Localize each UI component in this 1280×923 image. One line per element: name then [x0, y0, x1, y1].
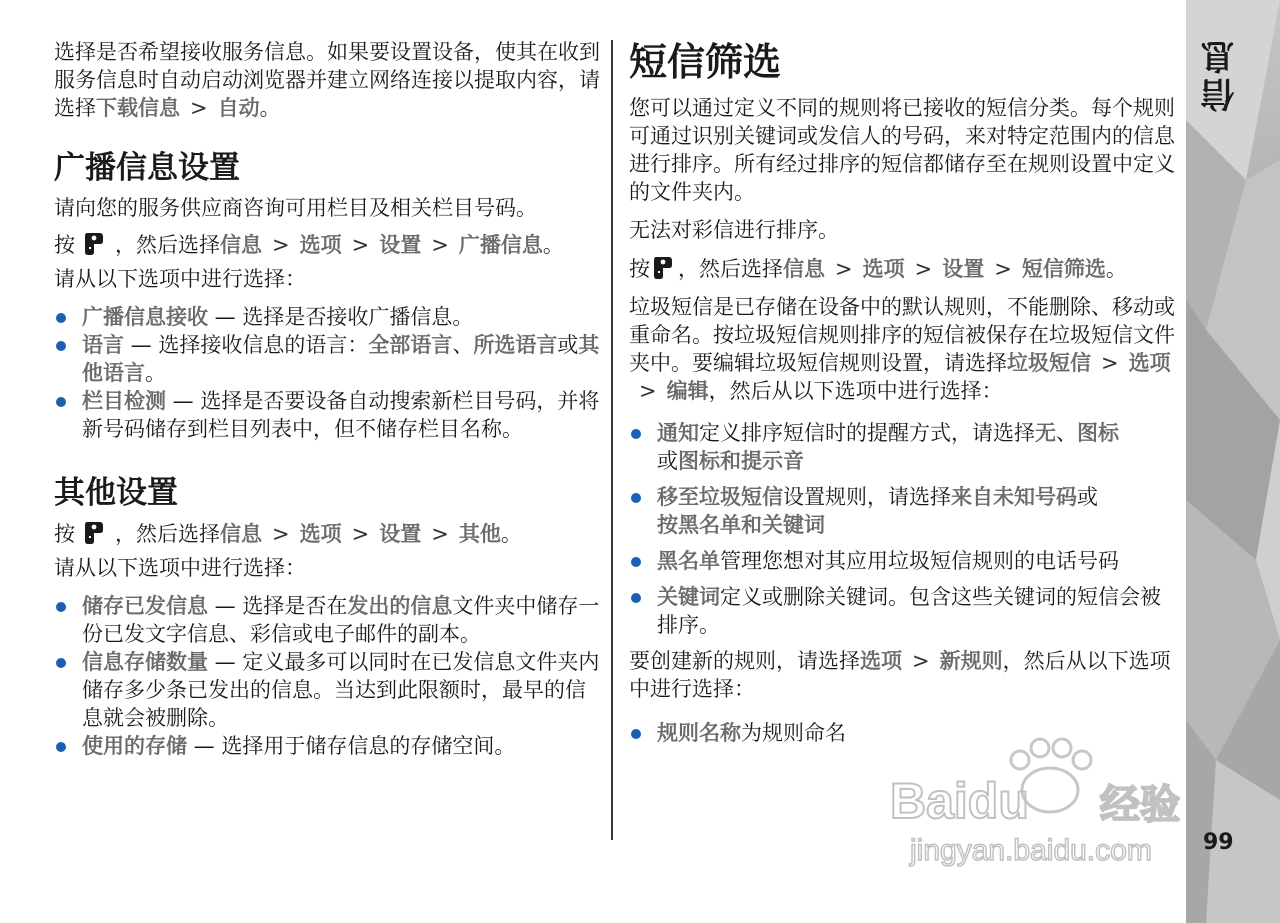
menu-path-item: 新规则: [939, 649, 1003, 673]
menu-path-item: 设置: [379, 522, 422, 546]
menu-path-item: 编辑: [666, 379, 709, 403]
page-number: 99: [1203, 830, 1234, 855]
menu-path-item: 设置: [379, 233, 422, 257]
list-item: 信息存储数量 — 定义最多可以同时在已发信息文件夹内储存多少条已发出的信息。当达到此限额时，最早的信息就会被删除。: [54, 648, 602, 732]
watermark-brand: Baidu: [890, 773, 1029, 829]
menu-path-item: 其他: [458, 522, 501, 546]
list-item: 语言 — 选择接收信息的语言：全部语言、所选语言或其他语言。: [54, 331, 602, 387]
section-heading-broadcast: 广播信息设置: [54, 150, 240, 186]
menu-path-item: 选项: [862, 257, 905, 281]
menu-path-item: 设置: [942, 257, 985, 281]
left-column: [54, 38, 602, 760]
bullet-icon: [631, 557, 641, 567]
bullet-icon: [631, 429, 641, 439]
bullet-icon: [56, 742, 66, 752]
paragraph: 请从以下选项中进行选择：: [54, 556, 306, 580]
menu-path-item: 信息: [220, 233, 262, 257]
menu-key-icon: [83, 519, 105, 545]
menu-path-item: 自动: [217, 96, 260, 120]
list-item: 使用的存储 — 选择用于储存信息的存储空间。: [54, 732, 602, 760]
instruction-line: 按 ，然后选择信息 > 选项 > 设置 > 其他。: [54, 519, 602, 548]
bullet-icon: [631, 493, 641, 503]
menu-path-item: 选项: [299, 233, 342, 257]
paragraph: 无法对彩信进行排序。: [629, 218, 839, 242]
option-list: [54, 303, 602, 443]
section-heading-sms-filter: 短信筛选: [629, 40, 782, 84]
list-item: 规则名称为规则命名: [629, 719, 1177, 747]
list-item: 移至垃圾短信设置规则，请选择来自未知号码或 按黑名单和关键词: [629, 483, 1177, 539]
list-item: 黑名单管理您想对其应用垃圾短信规则的电话号码: [629, 547, 1177, 575]
option-list: [54, 592, 602, 760]
menu-path-item: 垃圾短信: [1007, 351, 1091, 375]
menu-path-item: 信息: [220, 522, 262, 546]
list-item: 栏目检测 — 选择是否要设备自动搜索新栏目号码，并将新号码储存到栏目列表中，但不储存栏目名称。: [54, 387, 602, 443]
bullet-icon: [56, 397, 66, 407]
menu-path-item: 下载信息: [96, 96, 180, 120]
bullet-icon: [56, 341, 66, 351]
menu-path-item: 选项: [1128, 351, 1171, 375]
list-item: 储存已发信息 — 选择是否在发出的信息文件夹中储存一份已发文字信息、彩信或电子邮件的副本。: [54, 592, 602, 648]
list-item: 关键词定义或删除关键词。包含这些关键词的短信会被排序。: [629, 583, 1177, 639]
paragraph: 要创建新的规则，请选择选项 > 新规则，然后从以下选项中进行选择：: [629, 649, 1171, 701]
paragraph: 您可以通过定义不同的规则将已接收的短信分类。每个规则可通过识别关键词或发信人的号码，来对特定范围内的信息进行排序。所有经过排序的短信都储存至在规则设置中定义的文件夹内。: [629, 96, 1175, 204]
paragraph: 请从以下选项中进行选择：: [54, 267, 306, 291]
menu-path-item: 信息: [783, 257, 825, 281]
instruction-line: 按 ，然后选择信息 > 选项 > 设置 > 广播信息。: [54, 230, 602, 259]
menu-path-item: 选项: [860, 649, 902, 673]
section-heading-other: 其他设置: [54, 475, 178, 511]
intro-paragraph: 选择是否希望接收服务信息。如果要设置设备，使其在收到服务信息时自动启动浏览器并建立网络连接以提取内容，请选择下载信息 > 自动。: [54, 40, 600, 120]
menu-path-item: 选项: [299, 522, 342, 546]
bullet-icon: [56, 602, 66, 612]
bullet-icon: [56, 313, 66, 323]
bullet-icon: [631, 729, 641, 739]
menu-path-item: 短信筛选: [1021, 257, 1106, 281]
watermark-url: jingyan.baidu.com: [910, 834, 1152, 867]
instruction-line: 按 ，然后选择信息 > 选项 > 设置 > 短信筛选。: [629, 254, 1177, 283]
paragraph: 垃圾短信是已存储在设备中的默认规则，不能删除、移动或重命名。按垃圾短信规则排序的短信被保存在垃圾短信文件夹中。要编辑垃圾短信规则设置，请选择垃圾短信 > 选项> 编辑，然后从以下选项中进行选择：: [629, 295, 1175, 403]
menu-path-item: 广播信息: [458, 233, 543, 257]
bullet-icon: [631, 593, 641, 603]
baidu-watermark: [880, 730, 1210, 880]
watermark-cn: 经验: [1100, 782, 1180, 828]
bullet-icon: [56, 658, 66, 668]
column-divider: [611, 40, 613, 840]
paragraph: 请向您的服务供应商咨询可用栏目及相关栏目号码。: [54, 196, 537, 220]
list-item: 通知定义排序短信时的提醒方式，请选择无、图标 或图标和提示音: [629, 419, 1177, 475]
chapter-title: 信息: [1201, 36, 1241, 112]
menu-key-icon: [83, 230, 105, 256]
list-item: 广播信息接收 — 选择是否接收广播信息。: [54, 303, 602, 331]
right-column: [629, 38, 1177, 755]
option-list: [629, 419, 1177, 639]
menu-key-icon: [652, 254, 674, 280]
